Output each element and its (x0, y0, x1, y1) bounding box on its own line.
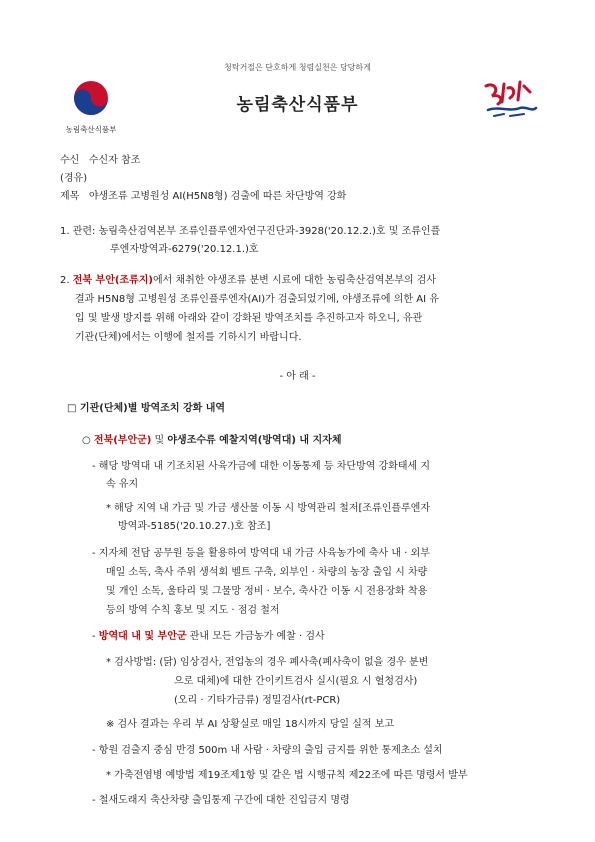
bullet-1-line-2: 속 유지 (106, 479, 139, 490)
ministry-title: 농림축산식품부 (236, 95, 359, 115)
slogan: 청탁거절은 단호하게 청렴실천은 당당하게 (224, 63, 371, 72)
calligraphy-logo (480, 78, 540, 120)
bullet-3-method-1: * 검사방법: (닭) 임상검사, 전업농의 경우 폐사축(폐사축이 없을 경우 분변 (106, 657, 429, 668)
item-2-text: 에서 채취한 야생조류 분변 시료에 대한 농림축산검역본부의 검사 (152, 275, 437, 286)
logo-text: 농림축산식품부 (65, 125, 117, 134)
bullet-2-line-1: - 지자체 전담 공무원 등을 활용하여 방역대 내 가금 사육농가에 축사 내 · 외부 (92, 548, 430, 559)
bullet-3-method-2: 으로 대체)에 대한 간이키트검사 실시(필요 시 혈청검사) (174, 676, 418, 687)
below-heading: - 아 래 - (279, 371, 316, 382)
bullet-3-marker: - (92, 631, 99, 642)
bullet-3-title (92, 628, 325, 646)
item-2-line-2: 결과 H5N8형 고병원성 조류인플루엔자(AI)가 검출되었기에, 야생조류에 의한 AI 유 (75, 294, 439, 305)
item-2-line-1 (60, 272, 550, 290)
subject-row (60, 187, 346, 202)
recipient-value: 수신자 참조 (88, 155, 141, 166)
item-1: 1. 관련: 농림축산검역본부 조류인플루엔자연구진단과-3928('20.12.2.)호 및 조류인플 (60, 226, 441, 237)
bullet-3-text: 관내 모든 가금농가 예찰 · 검사 (186, 631, 325, 642)
item-1-continued: 루엔자방역과-6279('20.12.1.)호 (110, 244, 259, 255)
bullet-4-note: * 가축전염병 예방법 제19조제1항 및 같은 법 시행규칙 제22조에 따른 명령서 발부 (106, 770, 468, 781)
calligraphy-icon (480, 78, 540, 120)
bullet-3-region: 방역대 내 및 부안군 (98, 631, 187, 642)
subsection-marker: ○ (82, 435, 94, 446)
item-2-number: 2. (60, 275, 73, 286)
bullet-1-note-1: * 해당 지역 내 가금 및 가금 생산물 이동 시 방역관리 철저[조류인플루엔자 (106, 503, 431, 514)
bullet-4-line-1: - 항원 검출지 중심 반경 500m 내 사람 · 차량의 출입 금지를 위한 통제초소 설치 (92, 745, 443, 756)
recipient-row (60, 151, 140, 166)
subsection-region: 전북(부안군) (93, 435, 152, 446)
subject-label: 제목 (60, 191, 80, 202)
bullet-3-report-note: ※ 검사 결과는 우리 부 AI 상황실로 매일 18시까지 당일 실적 보고 (106, 719, 395, 730)
bullet-5-line-1: - 철새도래지 축산차량 출입통제 구간에 대한 진입금지 명령 (92, 795, 350, 806)
recipient-label: 수신 (60, 155, 80, 166)
subsection-target: 야생조수류 예찰지역(방역대) 내 지자체 (167, 435, 342, 446)
bullet-1-note-2: 방역과-5185('20.10.27.)호 참조] (118, 521, 271, 532)
subject-value: 야생조류 고병원성 AI(H5N8형) 검출에 따른 차단방역 강화 (88, 191, 347, 202)
via-row: (경유) (60, 173, 88, 184)
section-title: □ 기관(단체)별 방역조치 강화 내역 (67, 403, 226, 414)
bullet-2-line-3: 및 개인 소독, 울타리 및 그물망 정비 · 보수, 축사간 이동 시 전용장화 착용 (106, 586, 428, 597)
subsection-title (82, 432, 342, 450)
item-2-location: 전북 부안(조류지) (72, 275, 153, 286)
item-2-line-3: 입 및 발생 방지를 위해 아래와 같이 강화된 방역조치를 추진하고자 하오니, 유관 (75, 313, 423, 324)
bullet-1-line-1: - 해당 방역대 내 기조치된 사육가금에 대한 이동통제 등 차단방역 강화태세 지 (92, 461, 431, 472)
bullet-3-method-3: (오리 · 기타가금류) 정밀검사(rt-PCR) (174, 695, 341, 706)
bullet-2-line-2: 매일 소독, 축사 주위 생석회 벨트 구축, 외부인 · 차량의 농장 출입 시 차량 (106, 567, 428, 578)
item-2-line-4: 기관(단체)에서는 이행에 철저를 기하시기 바랍니다. (75, 332, 302, 343)
subsection-connector: 및 (151, 435, 168, 446)
bullet-2-line-4: 등의 방역 수칙 홍보 및 지도 · 점검 철저 (106, 605, 280, 616)
